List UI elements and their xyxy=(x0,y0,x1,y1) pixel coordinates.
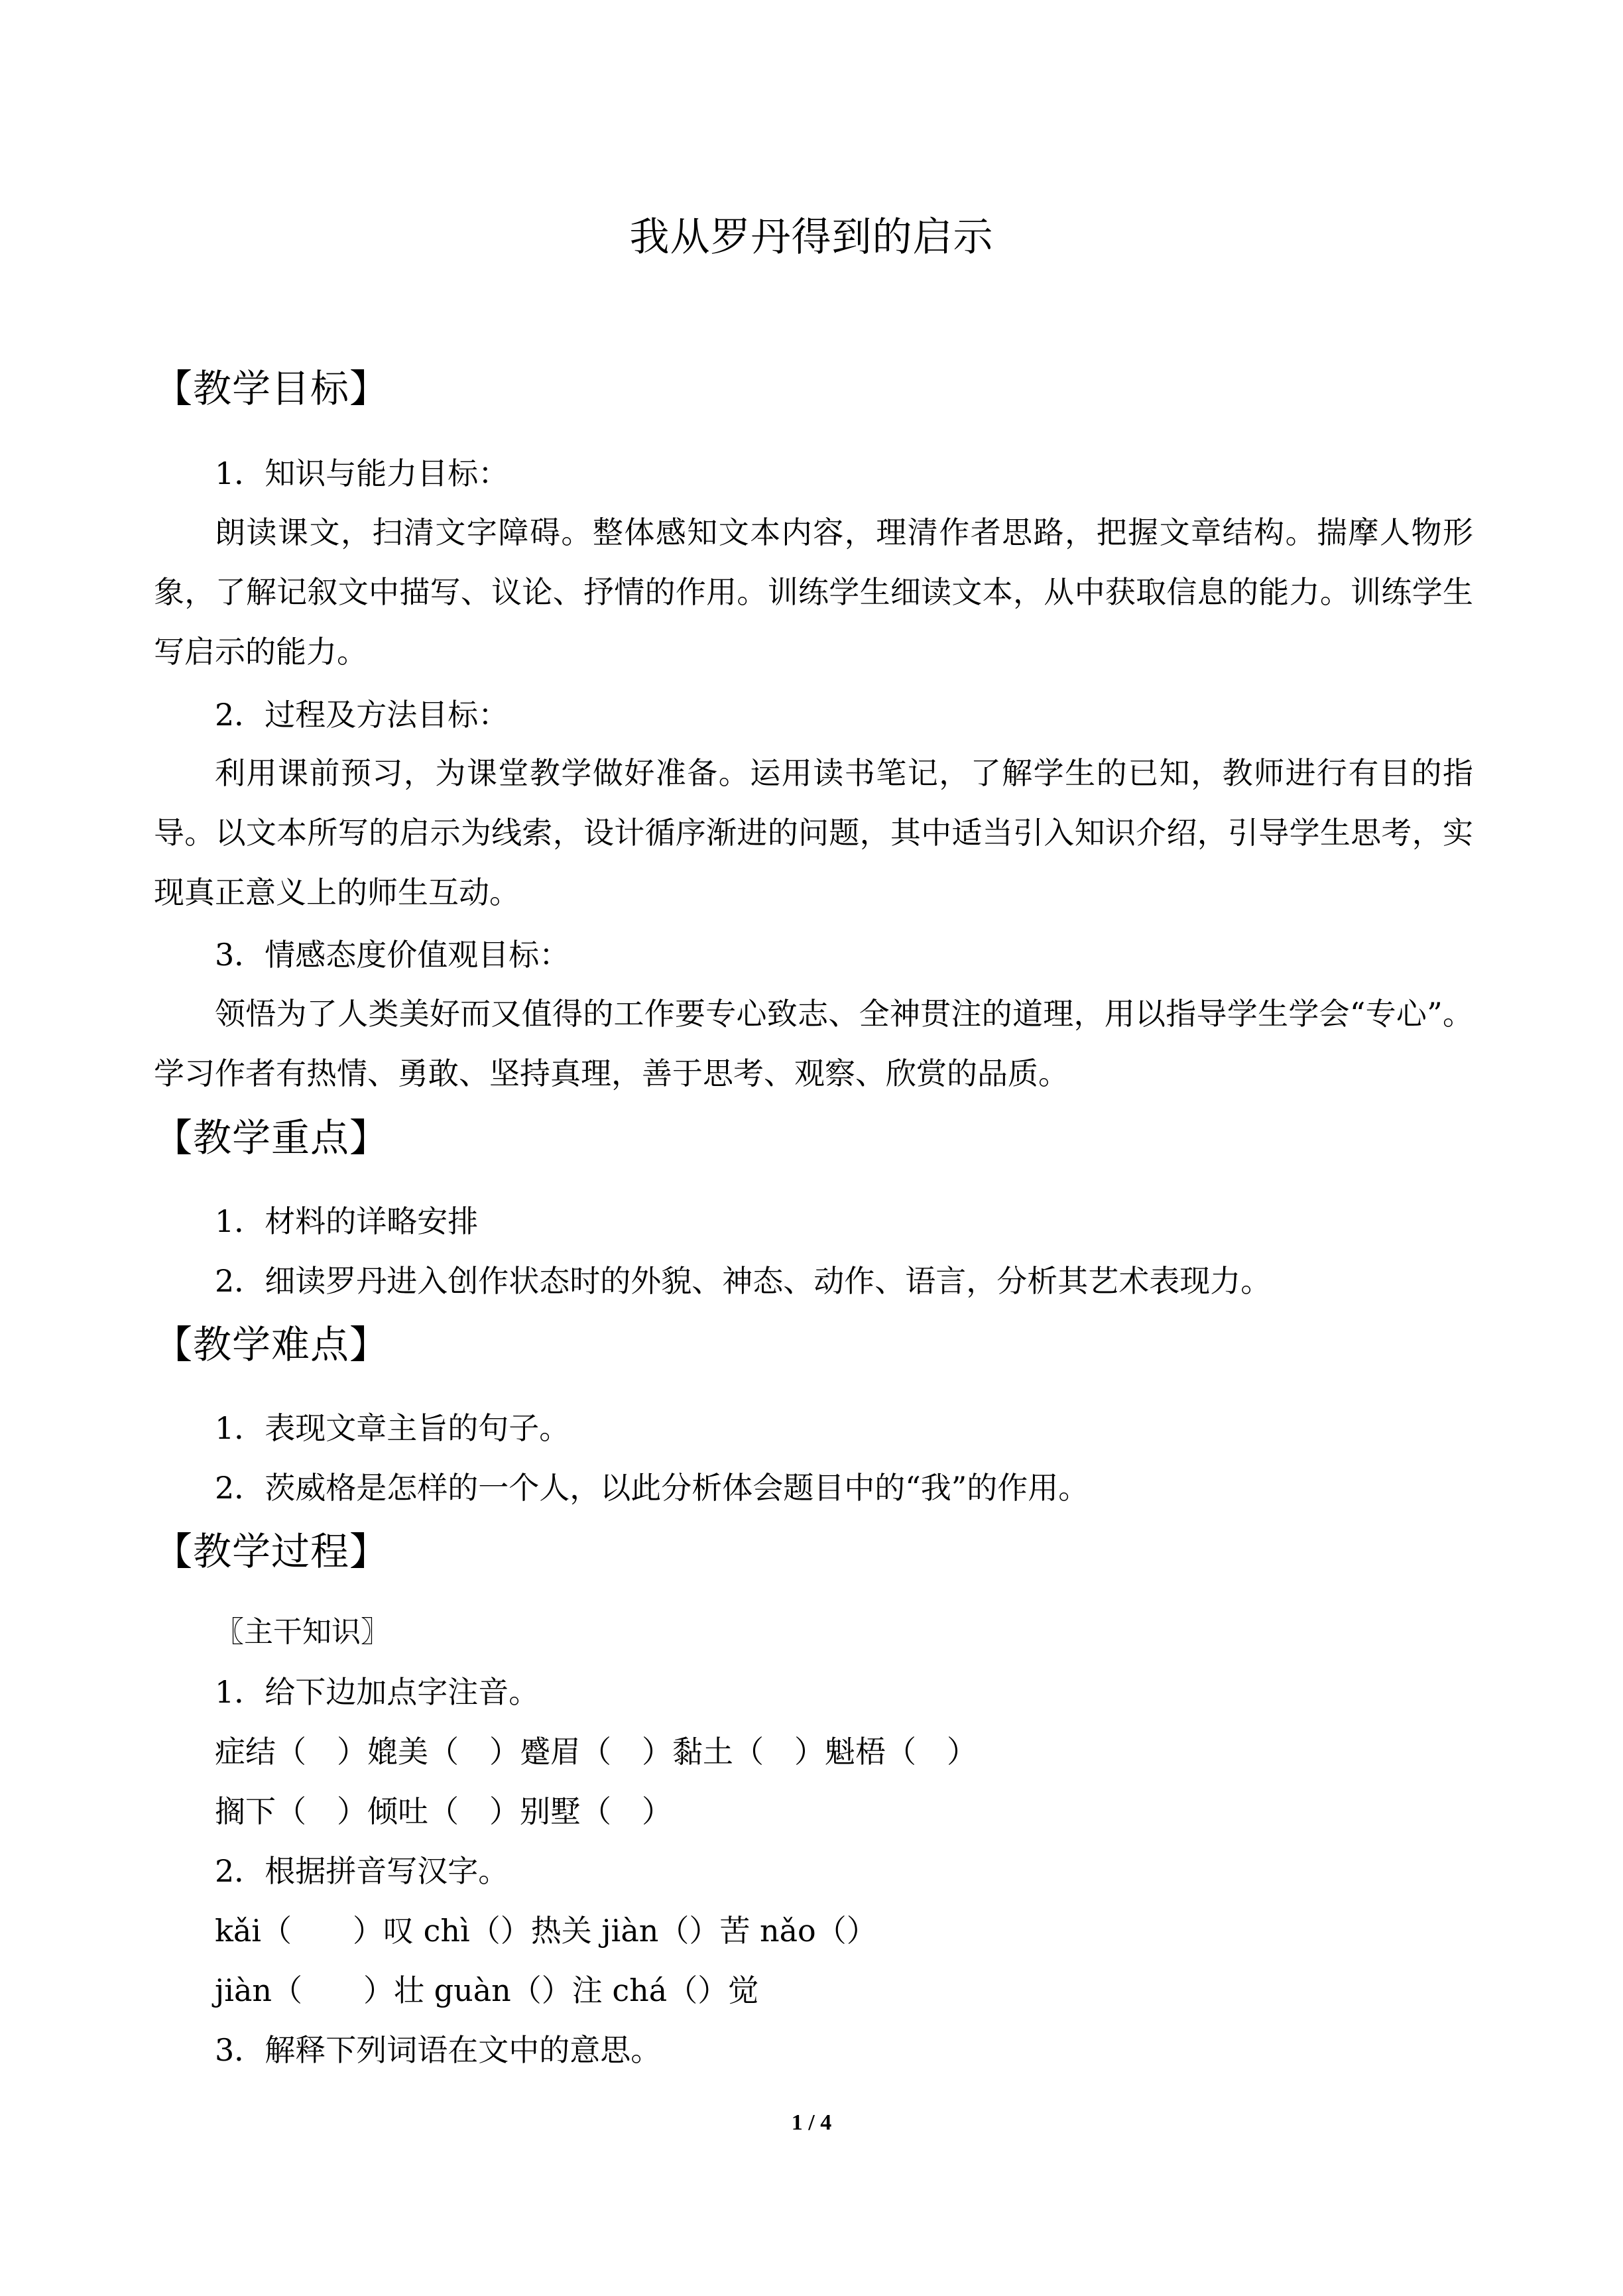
goal1-title: 1．知识与能力目标： xyxy=(215,455,509,491)
page-number: 1 / 4 xyxy=(791,2110,832,2135)
question-1-line-1: 症结（ ）媲美（ ）蹙眉（ ）黏土（ ）魁梧（ ） xyxy=(215,1734,977,1770)
heading-key-points: 【教学重点】 xyxy=(154,1115,389,1160)
difficulty-1: 1．表现文章主旨的句子。 xyxy=(215,1410,570,1446)
question-3: 3．解释下列词语在文中的意思。 xyxy=(215,2032,662,2068)
question-2-line-2: jiàn（ ）壮 guàn（）注 chá（）觉 xyxy=(215,1972,759,2008)
heading-teaching-process: 【教学过程】 xyxy=(154,1529,389,1574)
goal3-text: 领悟为了人类美好而又值得的工作要专心致志、全神贯注的道理，用以指导学生学会“专心”。学习作者有热情、勇敢、坚持真理，善于思考、观察、欣赏的品质。 xyxy=(154,996,1473,1091)
knowledge-label: 〖主干知识〗 xyxy=(215,1615,390,1649)
question-2: 2．根据拼音写汉字。 xyxy=(215,1853,509,1889)
heading-teaching-goals: 【教学目标】 xyxy=(154,366,389,411)
goal2-title: 2．过程及方法目标： xyxy=(215,697,509,733)
document-title: 我从罗丹得到的启示 xyxy=(629,214,994,261)
goal1-text: 朗读课文，扫清文字障碍。整体感知文本内容，理清作者思路，把握文章结构。揣摩人物形象，了解记叙文中描写、议论、抒情的作用。训练学生细读文本，从中获取信息的能力。训练学生写启示的能力。 xyxy=(154,514,1473,670)
question-2-line-1: kǎi（ ）叹 chì（）热关 jiàn（）苦 nǎo（） xyxy=(215,1913,877,1949)
key-point-2: 2．细读罗丹进入创作状态时的外貌、神态、动作、语言，分析其艺术表现力。 xyxy=(215,1263,1272,1299)
heading-difficulties: 【教学难点】 xyxy=(154,1322,389,1367)
difficulty-2: 2．茨威格是怎样的一个人，以此分析体会题目中的“我”的作用。 xyxy=(215,1470,1089,1506)
key-point-1: 1．材料的详略安排 xyxy=(215,1203,479,1239)
question-1-line-2: 搁下（ ）倾吐（ ）别墅（ ） xyxy=(215,1793,672,1829)
goal2-text: 利用课前预习，为课堂教学做好准备。运用读书笔记，了解学生的已知，教师进行有目的指导。以文本所写的启示为线索，设计循序渐进的问题，其中适当引入知识介绍，引导学生思考，实现真正意义上的师生互动。 xyxy=(154,755,1473,910)
question-1: 1．给下边加点字注音。 xyxy=(215,1674,540,1710)
goal3-title: 3．情感态度价值观目标： xyxy=(215,937,570,973)
